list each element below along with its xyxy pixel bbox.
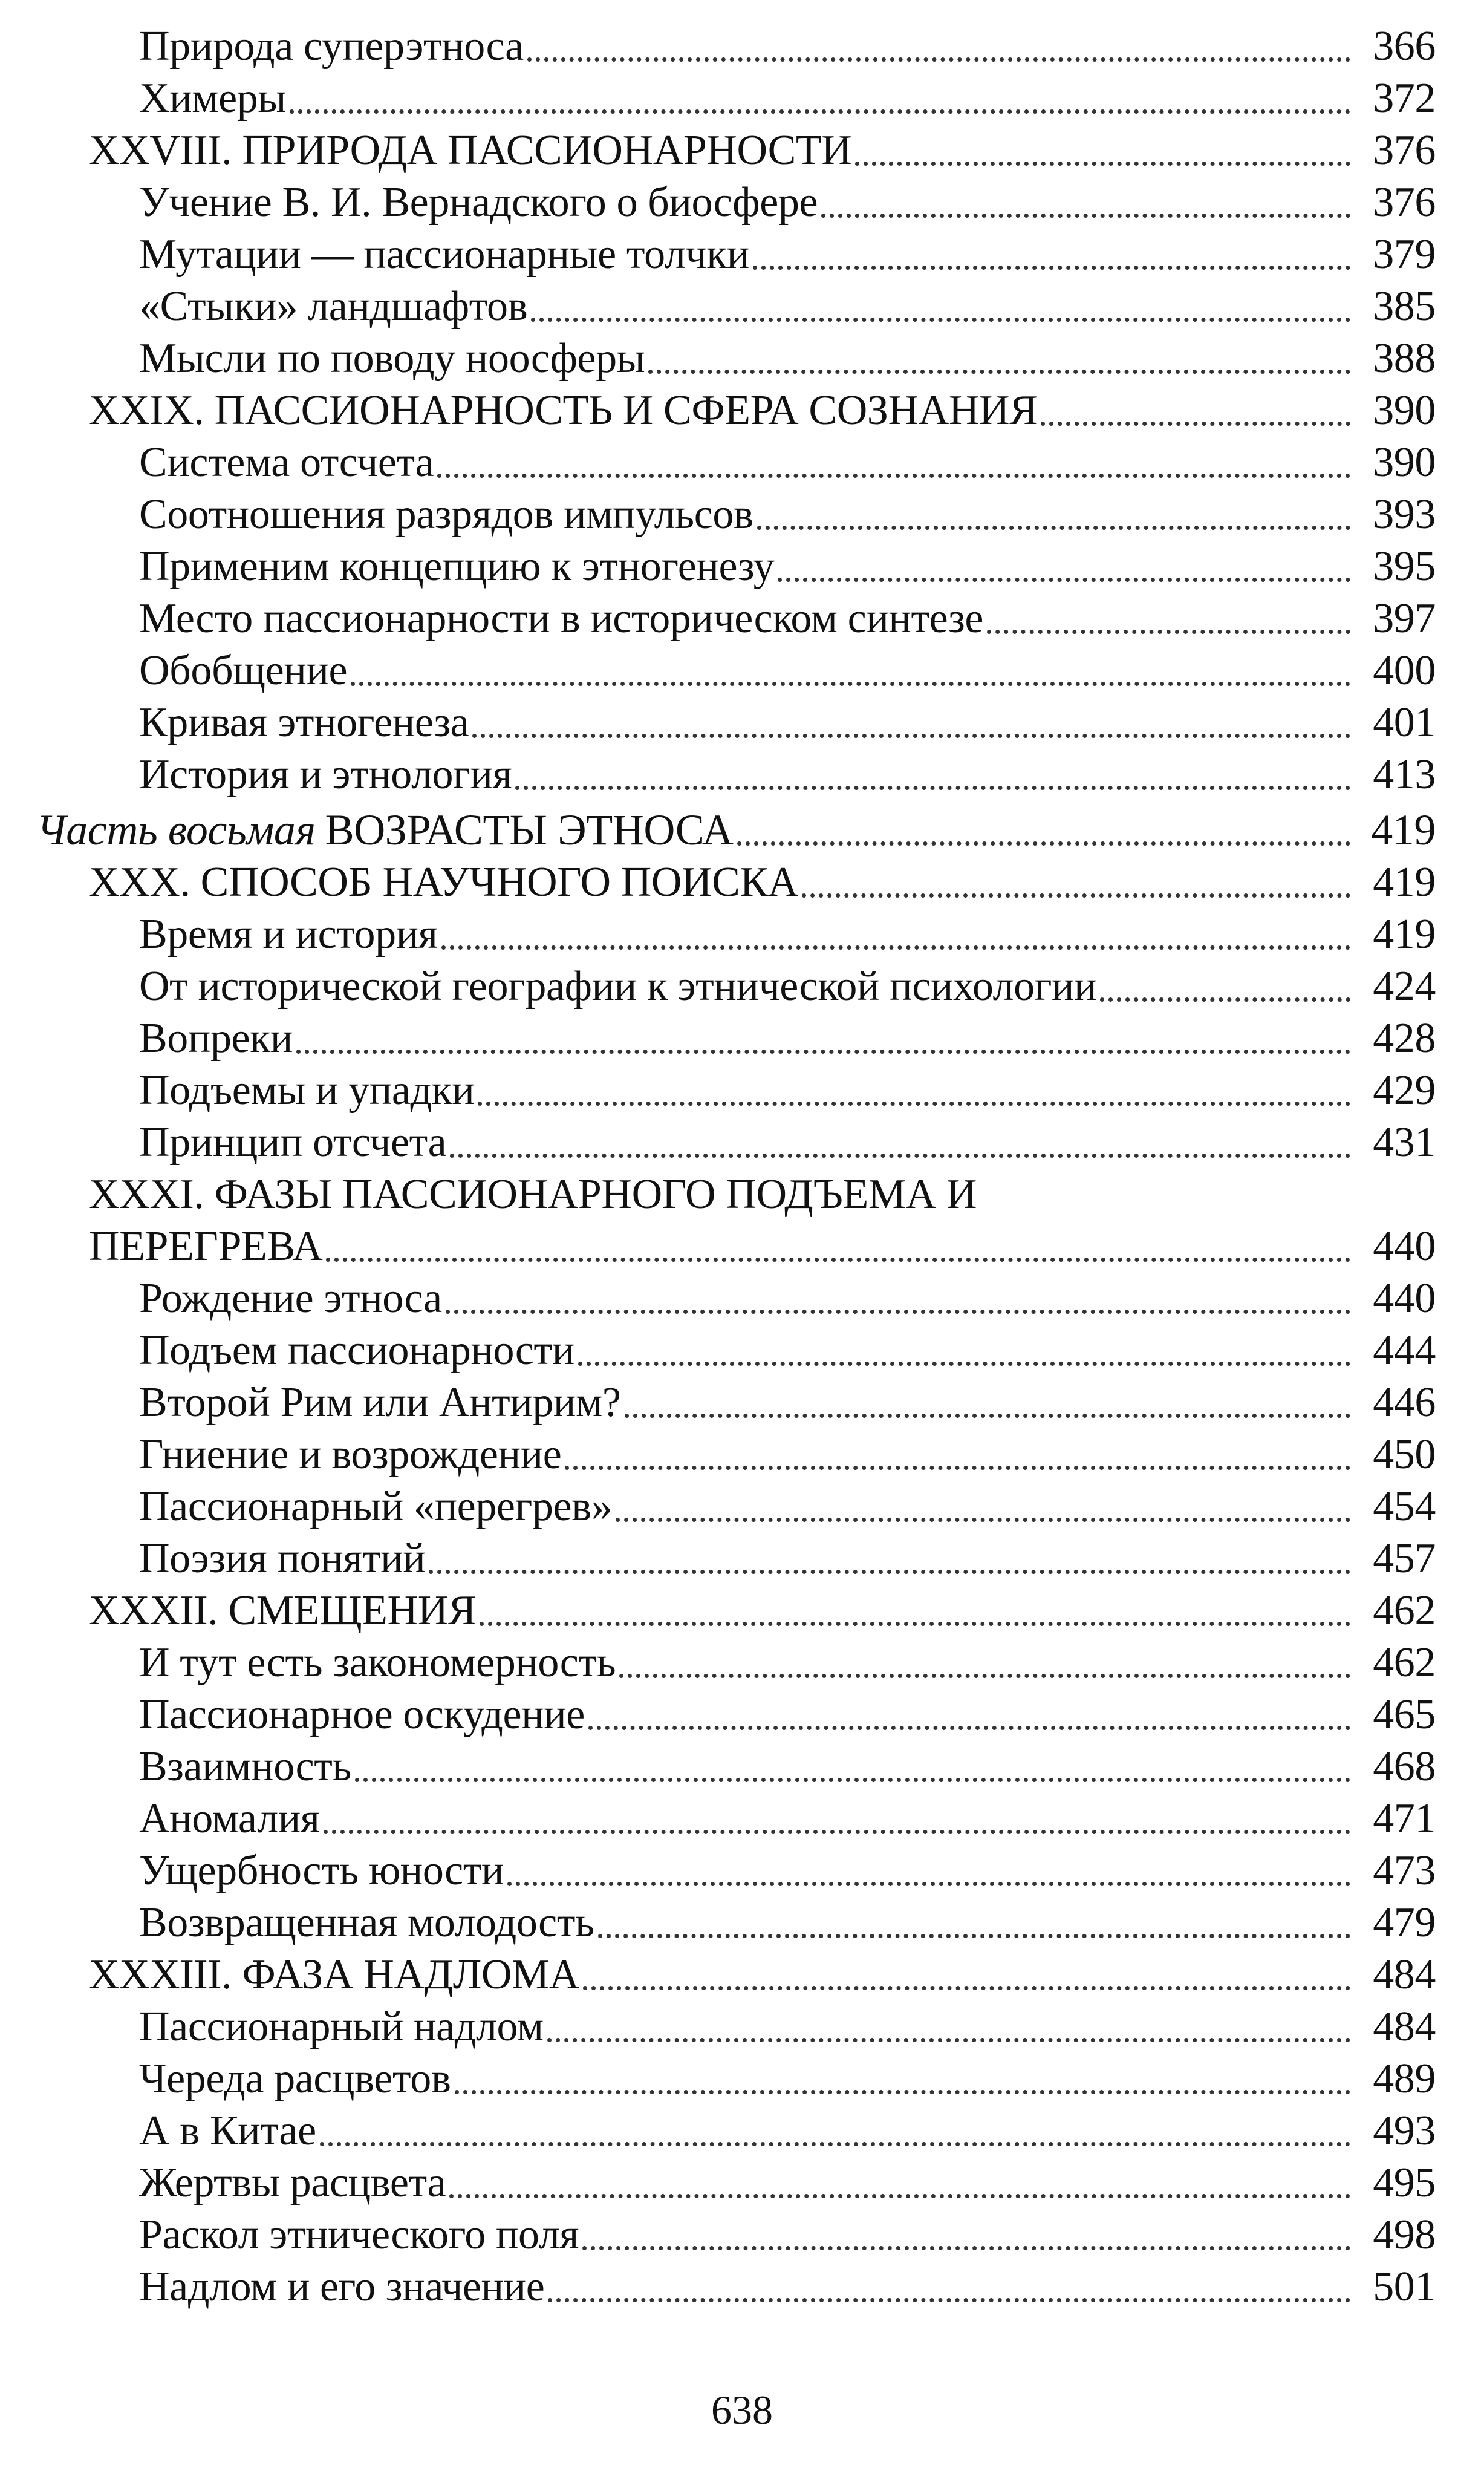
dot-leader: [548, 2298, 1350, 2302]
toc-entry-title: Мысли по поводу ноосферы: [139, 335, 645, 382]
toc-entry-page: 397: [1373, 595, 1436, 642]
toc-entry-section: [0, 1795, 1484, 1847]
toc-entry-title: Взаимность: [139, 1743, 351, 1790]
dot-leader: [324, 1830, 1350, 1834]
toc-entry-page: 493: [1373, 2107, 1436, 2154]
dot-leader: [441, 945, 1350, 950]
dot-leader: [326, 1258, 1350, 1262]
toc-entry-title: Жертвы расцвета: [139, 2160, 446, 2206]
toc-entry-page: 473: [1373, 1847, 1436, 1894]
toc-entry-chapter-line1: [0, 1171, 1484, 1223]
toc-entry-page: 462: [1373, 1639, 1436, 1686]
toc-entry-title: Надлом и его значение: [139, 2264, 545, 2310]
toc-entry-page: 471: [1373, 1795, 1436, 1842]
dot-leader: [778, 578, 1350, 582]
toc-entry-section: [0, 23, 1484, 75]
dot-leader: [450, 1154, 1350, 1158]
toc-entry-chapter: [0, 127, 1484, 179]
dot-leader: [449, 2194, 1350, 2198]
toc-entry-title: «Стыки» ландшафтов: [139, 283, 528, 330]
toc-entry-section: [0, 1327, 1484, 1379]
toc-entry-page: 372: [1373, 75, 1436, 122]
toc-entry-page: 484: [1373, 1951, 1436, 1998]
toc-entry-page: 395: [1373, 543, 1436, 590]
toc-entry-section: [0, 1067, 1484, 1119]
toc-entry-page: 385: [1373, 283, 1436, 330]
dot-leader: [648, 370, 1350, 374]
dot-leader: [547, 2038, 1350, 2042]
toc-entry-page: 401: [1373, 699, 1436, 746]
toc-entry-section: [0, 1899, 1484, 1951]
toc-entry-title: Система отсчета: [139, 439, 434, 486]
toc-entry-page: 429: [1373, 1067, 1436, 1114]
toc-entry-section: [0, 1535, 1484, 1587]
dot-leader: [472, 734, 1350, 738]
toc-entry-section: [0, 75, 1484, 127]
toc-entry-section: [0, 1691, 1484, 1743]
toc-entry-title: Кривая этногенеза: [139, 699, 469, 746]
dot-leader: [478, 1102, 1350, 1106]
dot-leader: [355, 1778, 1350, 1782]
dot-leader: [527, 57, 1350, 62]
toc-entry-chapter: [0, 1951, 1484, 2003]
toc-entry-page: 393: [1373, 491, 1436, 538]
dot-leader: [507, 1882, 1350, 1886]
toc-entry-page: 424: [1373, 963, 1436, 1010]
toc-entry-title: XXXIII. ФАЗА НАДЛОМА: [89, 1951, 580, 1998]
toc-entry-page: 444: [1373, 1327, 1436, 1374]
toc-entry-section: [0, 647, 1484, 699]
toc-entry-page: 428: [1373, 1015, 1436, 1062]
toc-entry-section: [0, 911, 1484, 963]
toc-entry-section: [0, 1483, 1484, 1535]
toc-entry-title: XXX. СПОСОБ НАУЧНОГО ПОИСКА: [89, 859, 798, 906]
toc-entry-title: Вопреки: [139, 1015, 293, 1062]
dot-leader: [582, 2246, 1350, 2250]
toc-entry-section: [0, 2212, 1484, 2264]
toc-entry-section: [0, 1431, 1484, 1483]
dot-leader: [1041, 422, 1350, 426]
toc-entry-page: 390: [1373, 439, 1436, 486]
toc-entry-page: 400: [1373, 647, 1436, 694]
toc-entry-page: 431: [1373, 1119, 1436, 1166]
part-prefix: Часть восьмая: [36, 806, 316, 854]
toc-entry-section: [0, 543, 1484, 595]
toc-entry-title: Соотношения разрядов импульсов: [139, 491, 753, 538]
toc-entry-title: Ущербность юности: [139, 1847, 504, 1894]
toc-entry-title: Возвращенная молодость: [139, 1899, 594, 1946]
toc-entry-page: 479: [1373, 1899, 1436, 1946]
dot-leader: [625, 1414, 1350, 1418]
toc-entry-title: Второй Рим или Антирим?: [139, 1379, 621, 1426]
toc-entry-page: 419: [1373, 911, 1436, 958]
page-number: 638: [711, 2387, 773, 2433]
dot-leader: [619, 1674, 1350, 1678]
toc-entry-title: А в Китае: [139, 2107, 316, 2154]
dot-leader: [855, 162, 1350, 166]
dot-leader: [565, 1466, 1350, 1470]
toc-entry-page: 450: [1373, 1431, 1436, 1478]
toc-entry-section: [0, 2003, 1484, 2055]
toc-entry-page: 489: [1373, 2055, 1436, 2102]
toc-entry-title: Применим концепцию к этногенезу: [139, 543, 775, 590]
toc-entry-title: Пассионарный надлом: [139, 2003, 544, 2050]
toc-entry-title: XXXI. ФАЗЫ ПАССИОНАРНОГО ПОДЪЕМА И: [89, 1171, 977, 1218]
toc-entry-title: И тут есть закономерность: [139, 1639, 616, 1686]
dot-leader: [531, 318, 1350, 322]
toc-entry-chapter: [0, 1587, 1484, 1639]
toc-entry-title: Обобщение: [139, 647, 348, 694]
dot-leader: [290, 109, 1350, 114]
dot-leader: [588, 1726, 1350, 1730]
toc-entry-page: 419: [1373, 859, 1436, 906]
toc-entry-title: Раскол этнического поля: [139, 2212, 579, 2258]
dot-leader: [455, 2090, 1350, 2094]
dot-leader: [429, 1570, 1350, 1574]
toc-entry-title: Гниение и возрождение: [139, 1431, 562, 1478]
dot-leader: [583, 1986, 1350, 1990]
toc-entry-page: 498: [1373, 2212, 1436, 2258]
toc-entry-section: [0, 699, 1484, 751]
dot-leader: [616, 1518, 1350, 1522]
dot-leader: [515, 786, 1350, 790]
toc-entry-section: [0, 179, 1484, 231]
toc-entry-section: [0, 1379, 1484, 1431]
toc-entry-page: 419: [1371, 806, 1436, 854]
dot-leader: [753, 266, 1350, 270]
toc-entry-section: [0, 1743, 1484, 1795]
toc-entry-section: [0, 283, 1484, 335]
toc-entry-title: Учение В. И. Вернадского о биосфере: [139, 179, 818, 226]
toc-entry-section: [0, 595, 1484, 647]
toc-entry-chapter: [0, 859, 1484, 911]
dot-leader: [821, 214, 1350, 218]
toc-entry-title: Пассионарный «перегрев»: [139, 1483, 613, 1530]
toc-entry-chapter: [0, 1223, 1484, 1275]
toc-entry-title: История и этнология: [139, 751, 512, 798]
toc-entry-title: XXVIII. ПРИРОДА ПАССИОНАРНОСТИ: [89, 127, 852, 174]
toc-entry-title: Место пассионарности в историческом синтезе: [139, 595, 984, 642]
toc-entry-title: Химеры: [139, 75, 287, 122]
toc-entry-title: Пассионарное оскудение: [139, 1691, 585, 1738]
dot-leader: [987, 630, 1350, 634]
toc-entry-page: 390: [1373, 387, 1436, 434]
toc-entry-chapter: [0, 387, 1484, 439]
toc-entry-title: От исторической географии к этнической психологии: [139, 963, 1097, 1010]
toc-entry-title: Время и история: [139, 911, 438, 958]
toc-entry-page: 376: [1373, 179, 1436, 226]
toc-entry-section: [0, 751, 1484, 803]
toc-entry-title: Мутации — пассионарные толчки: [139, 231, 749, 278]
dot-leader: [598, 1934, 1350, 1938]
toc-entry-section: [0, 335, 1484, 387]
toc-entry-page: 376: [1373, 127, 1436, 174]
toc-entry-section: [0, 963, 1484, 1015]
toc-entry-title: Аномалия: [139, 1795, 320, 1842]
toc-entry-section: [0, 491, 1484, 543]
toc-entry-section: [0, 2264, 1484, 2316]
toc-entry-title: Поэзия понятий: [139, 1535, 426, 1582]
toc-entry-page: 468: [1373, 1743, 1436, 1790]
toc-entry-page: 366: [1373, 23, 1436, 70]
toc-entry-part: [0, 803, 1484, 859]
dot-leader: [578, 1362, 1350, 1366]
toc-entry-title: Подъемы и упадки: [139, 1067, 475, 1114]
toc-entry-page: 388: [1373, 335, 1436, 382]
toc-entry-page: 465: [1373, 1691, 1436, 1738]
toc-entry-title: Череда расцветов: [139, 2055, 451, 2102]
toc-entry-section: [0, 1119, 1484, 1171]
dot-leader: [1100, 997, 1350, 1002]
part-title: ВОЗРАСТЫ ЭТНОСА: [325, 806, 734, 854]
toc-entry-page: 379: [1373, 231, 1436, 278]
toc-entry-page: 440: [1373, 1275, 1436, 1322]
toc-entry-page: 484: [1373, 2003, 1436, 2050]
toc-entry-page: 495: [1373, 2160, 1436, 2206]
dot-leader: [802, 893, 1350, 898]
table-of-contents: [0, 23, 1484, 2316]
dot-leader: [320, 2142, 1350, 2146]
dot-leader: [437, 474, 1350, 478]
dot-leader: [737, 841, 1350, 846]
toc-entry-section: [0, 2160, 1484, 2212]
toc-entry-title: Рождение этноса: [139, 1275, 442, 1322]
toc-entry-section: [0, 2107, 1484, 2160]
toc-entry-page: 440: [1373, 1223, 1436, 1270]
toc-entry-title: XXXII. СМЕЩЕНИЯ: [89, 1587, 477, 1634]
toc-entry-title: Природа суперэтноса: [139, 23, 524, 70]
toc-entry-section: [0, 1639, 1484, 1691]
toc-entry-page: 462: [1373, 1587, 1436, 1634]
dot-leader: [351, 682, 1350, 686]
toc-entry-page: 454: [1373, 1483, 1436, 1530]
dot-leader: [446, 1310, 1350, 1314]
toc-entry-title: ПЕРЕГРЕВА: [89, 1223, 323, 1270]
toc-entry-page: 457: [1373, 1535, 1436, 1582]
toc-entry-section: [0, 1015, 1484, 1067]
toc-entry-section: [0, 1275, 1484, 1327]
toc-entry-section: [0, 439, 1484, 491]
dot-leader: [480, 1622, 1350, 1626]
toc-entry-page: 446: [1373, 1379, 1436, 1426]
dot-leader: [757, 526, 1350, 530]
toc-entry-title: XXIX. ПАССИОНАРНОСТЬ И СФЕРА СОЗНАНИЯ: [89, 387, 1038, 434]
toc-entry-page: 501: [1373, 2264, 1436, 2310]
toc-entry-section: [0, 2055, 1484, 2107]
toc-entry-title: Принцип отсчета: [139, 1119, 447, 1166]
toc-entry-page: 413: [1373, 751, 1436, 798]
toc-entry-section: [0, 231, 1484, 283]
dot-leader: [296, 1050, 1350, 1054]
toc-entry-title: Подъем пассионарности: [139, 1327, 574, 1374]
toc-entry-section: [0, 1847, 1484, 1899]
toc-entry-title: [36, 808, 734, 852]
